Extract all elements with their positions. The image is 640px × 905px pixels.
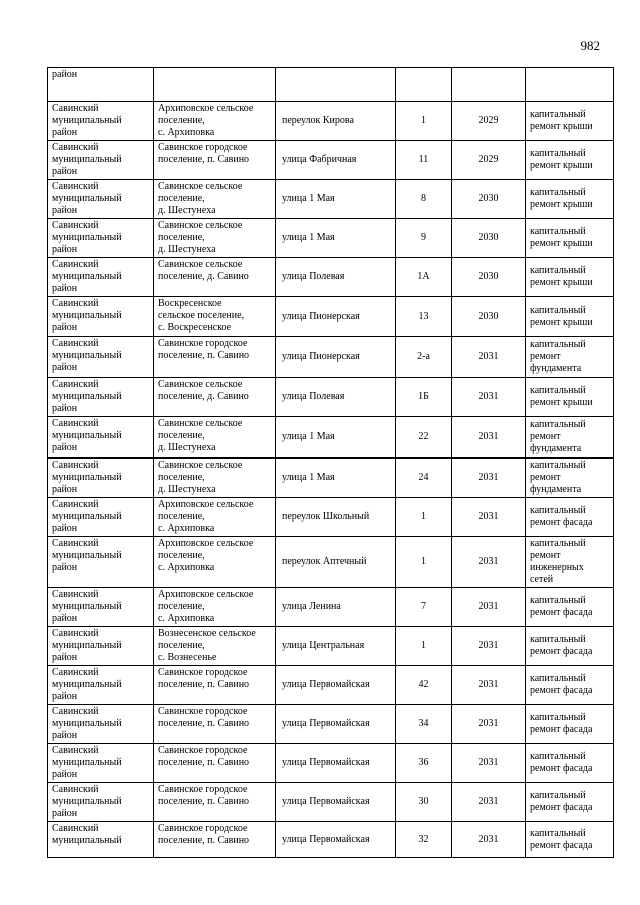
house-number-cell: 1 — [396, 102, 452, 141]
house-number-cell: 42 — [396, 666, 452, 705]
table-row — [48, 417, 614, 458]
street-cell: улица Полевая — [276, 258, 396, 297]
municipality-cell: Савинский муниципальный район — [48, 783, 154, 822]
year-cell: 2030 — [452, 258, 526, 297]
table-row — [48, 378, 614, 417]
settlement-cell: Савинское городское поселение, п. Савино — [154, 337, 276, 378]
house-number-cell: 1 — [396, 498, 452, 537]
municipality-cell: Савинский муниципальный район — [48, 666, 154, 705]
settlement-cell: Архиповское сельское поселение, с. Архиповка — [154, 588, 276, 627]
municipality-cell: Савинский муниципальный район — [48, 378, 154, 417]
municipality-cell: Савинский муниципальный район — [48, 627, 154, 666]
table-row — [48, 219, 614, 258]
municipality-cell: Савинский муниципальный район — [48, 537, 154, 588]
house-number-cell: 8 — [396, 180, 452, 219]
street-cell: улица 1 Мая — [276, 180, 396, 219]
settlement-cell: Савинское городское поселение, п. Савино — [154, 666, 276, 705]
settlement-cell: Савинское городское поселение, п. Савино — [154, 141, 276, 180]
municipality-cell: Савинский муниципальный район — [48, 744, 154, 783]
municipality-cell: Савинский муниципальный район — [48, 705, 154, 744]
street-cell: улица Центральная — [276, 627, 396, 666]
municipality-cell: Савинский муниципальный район — [48, 102, 154, 141]
settlement-cell: Савинское городское поселение, п. Савино — [154, 744, 276, 783]
work-type-cell: капитальный ремонт фундамента — [526, 417, 614, 458]
year-cell: 2031 — [452, 744, 526, 783]
municipality-cell: Савинский муниципальный район — [48, 588, 154, 627]
table-row — [48, 744, 614, 783]
settlement-cell: Савинское сельское поселение, д. Савино — [154, 378, 276, 417]
street-cell: улица 1 Мая — [276, 458, 396, 498]
work-type-cell: капитальный ремонт инженерных сетей — [526, 537, 614, 588]
year-cell — [452, 68, 526, 102]
settlement-cell: Архиповское сельское поселение, с. Архиповка — [154, 102, 276, 141]
year-cell: 2031 — [452, 666, 526, 705]
year-cell: 2031 — [452, 588, 526, 627]
work-type-cell: капитальный ремонт крыши — [526, 141, 614, 180]
street-cell: улица Пионерская — [276, 297, 396, 337]
municipality-cell: Савинский муниципальный район — [48, 417, 154, 458]
year-cell: 2031 — [452, 337, 526, 378]
table-row — [48, 588, 614, 627]
street-cell: переулок Кирова — [276, 102, 396, 141]
house-number-cell: 11 — [396, 141, 452, 180]
house-number-cell: 1 — [396, 627, 452, 666]
settlement-cell: Савинское сельское поселение, д. Савино — [154, 258, 276, 297]
settlement-cell: Савинское сельское поселение, д. Шестунеха — [154, 219, 276, 258]
street-cell: улица 1 Мая — [276, 219, 396, 258]
house-number-cell: 2-а — [396, 337, 452, 378]
table-row — [48, 627, 614, 666]
work-type-cell: капитальный ремонт крыши — [526, 102, 614, 141]
house-number-cell: 1Б — [396, 378, 452, 417]
work-type-cell: капитальный ремонт крыши — [526, 258, 614, 297]
municipality-cell: Савинский муниципальный район — [48, 219, 154, 258]
street-cell: улица Первомайская — [276, 783, 396, 822]
settlement-cell: Савинское сельское поселение, д. Шестунеха — [154, 458, 276, 498]
table-row — [48, 822, 614, 858]
work-type-cell: капитальный ремонт фасада — [526, 588, 614, 627]
municipality-cell: Савинский муниципальный район — [48, 297, 154, 337]
table-row — [48, 498, 614, 537]
street-cell: улица Первомайская — [276, 822, 396, 858]
table-row — [48, 102, 614, 141]
municipality-cell: Савинский муниципальный район — [48, 498, 154, 537]
municipality-cell: район — [48, 68, 154, 102]
settlement-cell: Архиповское сельское поселение, с. Архиповка — [154, 537, 276, 588]
table-row — [48, 68, 614, 102]
street-cell: улица Фабричная — [276, 141, 396, 180]
year-cell: 2031 — [452, 822, 526, 858]
house-number-cell: 1 — [396, 537, 452, 588]
work-type-cell: капитальный ремонт крыши — [526, 180, 614, 219]
street-cell: улица Первомайская — [276, 705, 396, 744]
year-cell: 2030 — [452, 219, 526, 258]
house-number-cell: 13 — [396, 297, 452, 337]
street-cell: улица 1 Мая — [276, 417, 396, 458]
work-type-cell: капитальный ремонт фундамента — [526, 337, 614, 378]
table-row — [48, 458, 614, 498]
year-cell: 2031 — [452, 458, 526, 498]
settlement-cell: Савинское городское поселение, п. Савино — [154, 783, 276, 822]
settlement-cell: Савинское городское поселение, п. Савино — [154, 822, 276, 858]
work-type-cell: капитальный ремонт фасада — [526, 744, 614, 783]
settlement-cell: Савинское сельское поселение, д. Шестунеха — [154, 180, 276, 219]
table-row — [48, 141, 614, 180]
work-type-cell: капитальный ремонт фасада — [526, 783, 614, 822]
house-number-cell: 34 — [396, 705, 452, 744]
year-cell: 2029 — [452, 141, 526, 180]
house-number-cell: 7 — [396, 588, 452, 627]
year-cell: 2029 — [452, 102, 526, 141]
work-type-cell: капитальный ремонт фундамента — [526, 458, 614, 498]
table-row — [48, 783, 614, 822]
settlement-cell — [154, 68, 276, 102]
repair-schedule-table — [47, 67, 614, 858]
municipality-cell: Савинский муниципальный район — [48, 337, 154, 378]
work-type-cell — [526, 68, 614, 102]
table-row — [48, 180, 614, 219]
street-cell: переулок Школьный — [276, 498, 396, 537]
street-cell: улица Пионерская — [276, 337, 396, 378]
table-row — [48, 666, 614, 705]
street-cell: улица Ленина — [276, 588, 396, 627]
work-type-cell: капитальный ремонт фасада — [526, 666, 614, 705]
house-number-cell: 1А — [396, 258, 452, 297]
table-row — [48, 537, 614, 588]
house-number-cell: 32 — [396, 822, 452, 858]
house-number-cell: 24 — [396, 458, 452, 498]
work-type-cell: капитальный ремонт крыши — [526, 378, 614, 417]
year-cell: 2031 — [452, 378, 526, 417]
house-number-cell — [396, 68, 452, 102]
work-type-cell: капитальный ремонт фасада — [526, 627, 614, 666]
year-cell: 2031 — [452, 498, 526, 537]
work-type-cell: капитальный ремонт фасада — [526, 705, 614, 744]
settlement-cell: Воскресенское сельское поселение, с. Воскресенское — [154, 297, 276, 337]
year-cell: 2030 — [452, 297, 526, 337]
house-number-cell: 9 — [396, 219, 452, 258]
work-type-cell: капитальный ремонт фасада — [526, 498, 614, 537]
work-type-cell: капитальный ремонт крыши — [526, 297, 614, 337]
year-cell: 2031 — [452, 783, 526, 822]
settlement-cell: Савинское сельское поселение, д. Шестунеха — [154, 417, 276, 458]
settlement-cell: Вознесенское сельское поселение, с. Вознесенье — [154, 627, 276, 666]
table-row — [48, 297, 614, 337]
street-cell: переулок Аптечный — [276, 537, 396, 588]
year-cell: 2031 — [452, 537, 526, 588]
year-cell: 2031 — [452, 705, 526, 744]
work-type-cell: капитальный ремонт фасада — [526, 822, 614, 858]
street-cell — [276, 68, 396, 102]
year-cell: 2031 — [452, 417, 526, 458]
street-cell: улица Первомайская — [276, 744, 396, 783]
work-type-cell: капитальный ремонт крыши — [526, 219, 614, 258]
table-row — [48, 337, 614, 378]
settlement-cell: Архиповское сельское поселение, с. Архиповка — [154, 498, 276, 537]
year-cell: 2031 — [452, 627, 526, 666]
municipality-cell: Савинский муниципальный район — [48, 141, 154, 180]
street-cell: улица Полевая — [276, 378, 396, 417]
table-row — [48, 258, 614, 297]
settlement-cell: Савинское городское поселение, п. Савино — [154, 705, 276, 744]
table-row — [48, 705, 614, 744]
house-number-cell: 22 — [396, 417, 452, 458]
year-cell: 2030 — [452, 180, 526, 219]
house-number-cell: 36 — [396, 744, 452, 783]
house-number-cell: 30 — [396, 783, 452, 822]
table-body — [48, 68, 614, 858]
municipality-cell: Савинский муниципальный — [48, 822, 154, 858]
municipality-cell: Савинский муниципальный район — [48, 258, 154, 297]
page-number: 982 — [580, 38, 600, 53]
municipality-cell: Савинский муниципальный район — [48, 180, 154, 219]
municipality-cell: Савинский муниципальный район — [48, 458, 154, 498]
street-cell: улица Первомайская — [276, 666, 396, 705]
